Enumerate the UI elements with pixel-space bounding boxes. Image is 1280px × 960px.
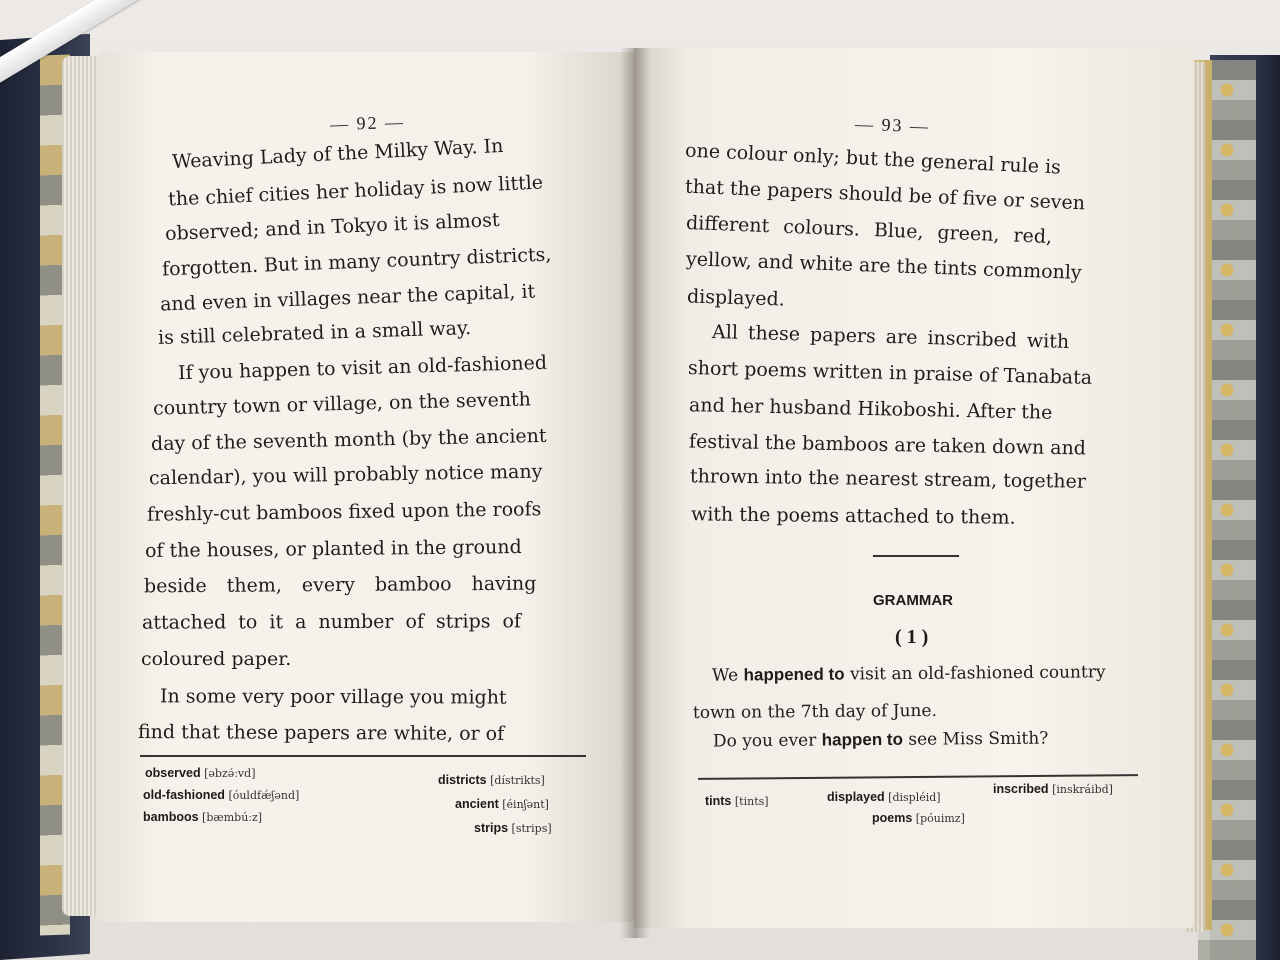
left-line-3: observed; and in Tokyo it is almost bbox=[164, 209, 500, 245]
right-line-5: displayed. bbox=[686, 285, 786, 311]
right-line-6: All these papers are inscribed with bbox=[711, 321, 1070, 353]
left-vocab-1: observed [əbzə́ːvd] bbox=[145, 766, 256, 780]
right-line-10: thrown into the nearest stream, together bbox=[689, 465, 1087, 493]
left-vocab-2: old-fashioned [óuldfǽʃənd] bbox=[143, 788, 300, 802]
left-page-number: — 92 — bbox=[329, 111, 406, 135]
example-1-cont: town on the 7th day of June. bbox=[692, 700, 938, 724]
left-line-13: beside them, every bamboo having bbox=[143, 572, 537, 598]
example-1: We happened to visit an old-fashioned country bbox=[711, 662, 1106, 686]
section-divider bbox=[873, 555, 959, 557]
left-vocab-4: districts [dístrikts] bbox=[438, 773, 545, 787]
left-line-10: calendar), you will probably notice many bbox=[148, 460, 543, 490]
right-line-2: that the papers should be of five or seven bbox=[684, 175, 1086, 215]
left-line-12: of the houses, or planted in the ground bbox=[144, 536, 522, 562]
example-2: Do you ever happen to see Miss Smith? bbox=[712, 728, 1049, 752]
left-line-16: In some very poor village you might bbox=[159, 685, 507, 709]
left-line-5: and even in villages near the capital, it bbox=[159, 280, 536, 316]
right-vocab-3: inscribed [inskráibd] bbox=[993, 782, 1113, 796]
left-vocab-6: strips [strips] bbox=[474, 821, 552, 835]
left-footnote-rule bbox=[140, 755, 586, 757]
left-line-17: find that these papers are white, or of bbox=[137, 721, 505, 745]
left-line-8: country town or village, on the seventh bbox=[152, 388, 532, 420]
left-vocab-3: bamboos [bæmbúːz] bbox=[143, 810, 263, 824]
left-line-4: forgotten. But in many country districts, bbox=[161, 243, 552, 281]
right-line-11: with the poems attached to them. bbox=[690, 503, 1016, 529]
left-line-14: attached to it a number of strips of bbox=[141, 610, 522, 634]
grammar-heading: GRAMMAR bbox=[873, 592, 953, 609]
right-line-4: yellow, and white are the tints commonly bbox=[685, 248, 1083, 284]
right-line-8: and her husband Hikoboshi. After the bbox=[688, 394, 1053, 424]
right-page-number: — 93 — bbox=[854, 113, 931, 137]
right-line-7: short poems written in praise of Tanabata bbox=[687, 357, 1093, 389]
right-vocab-2: displayed [displéid] bbox=[827, 790, 941, 804]
left-line-11: freshly-cut bamboos fixed upon the roofs bbox=[146, 498, 542, 526]
right-vocab-4: poems [póuimz] bbox=[872, 811, 965, 825]
left-line-9: day of the seventh month (by the ancient bbox=[150, 424, 547, 456]
left-line-6: is still celebrated in a small way. bbox=[157, 317, 472, 349]
left-vocab-5: ancient [éinʃənt] bbox=[455, 797, 549, 811]
left-line-7: If you happen to visit an old-fashioned bbox=[177, 351, 548, 385]
right-line-3: different colours. Blue, green, red, bbox=[685, 211, 1053, 249]
right-line-1: one colour only; but the general rule is bbox=[684, 139, 1062, 179]
right-vocab-1: tints [tints] bbox=[705, 794, 769, 808]
left-line-15: coloured paper. bbox=[141, 648, 292, 670]
book-gutter bbox=[620, 48, 650, 938]
left-line-2: the chief cities her holiday is now little bbox=[167, 171, 544, 211]
grammar-number: ( 1 ) bbox=[895, 626, 929, 648]
right-line-9: festival the bamboos are taken down and bbox=[688, 430, 1087, 460]
left-line-1: Weaving Lady of the Milky Way. In bbox=[171, 134, 504, 174]
